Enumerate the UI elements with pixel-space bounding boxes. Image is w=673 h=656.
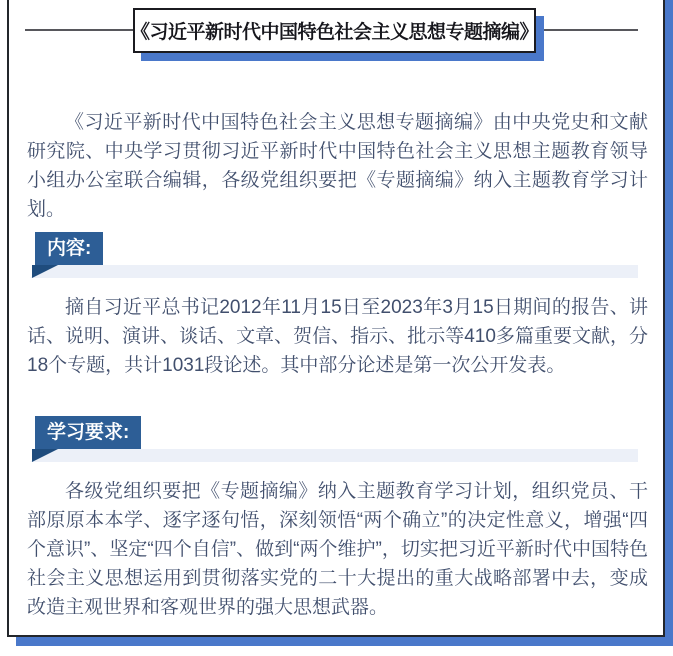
content-heading-label: 内容: (47, 238, 92, 259)
requirements-paragraph: 各级党组织要把《专题摘编》纳入主题教育学习计划，组织党员、干部原原本本学、逐字逐句悟，深刻领悟“两个确立”的决定性意义，增强“四个意识”、坚定“四个自信”、做到“两个维护”，切实把习近平新时代中国特色社会主义思想运用到贯彻落实党的二十大提出的重大战略部署中去，变成改造主观世界和客观世界的强大思想武器。 (27, 481, 648, 618)
content-heading-badge (35, 232, 103, 265)
ribbon-bar (30, 449, 638, 462)
document-frame (7, 0, 665, 637)
requirements-heading-underline (30, 449, 638, 462)
page-title: 《习近平新时代中国特色社会主义思想专题摘编》 (131, 22, 539, 43)
content-heading-underline (30, 265, 638, 278)
requirements-heading-badge (35, 416, 141, 449)
requirements-heading-label: 学习要求: (47, 422, 130, 443)
content-paragraph: 摘自习近平总书记2012年11月15日至2023年3月15日期间的报告、讲话、说明、演讲、谈话、文章、贺信、指示、批示等410多篇重要文献，分18个专题，共计1031段论述。其中部分论述是第一次公开发表。 (27, 297, 648, 376)
title-banner (131, 8, 539, 53)
section-header-requirements (9, 416, 663, 462)
ribbon-bar (30, 265, 638, 278)
intro-paragraph: 《习近平新时代中国特色社会主义思想专题摘编》由中央党史和文献研究院、中央学习贯彻习近平新时代中国特色社会主义思想主题教育领导小组办公室联合编辑，各级党组织要把《专题摘编》纳入主题教育学习计划。 (27, 112, 648, 220)
section-header-content (9, 232, 663, 278)
